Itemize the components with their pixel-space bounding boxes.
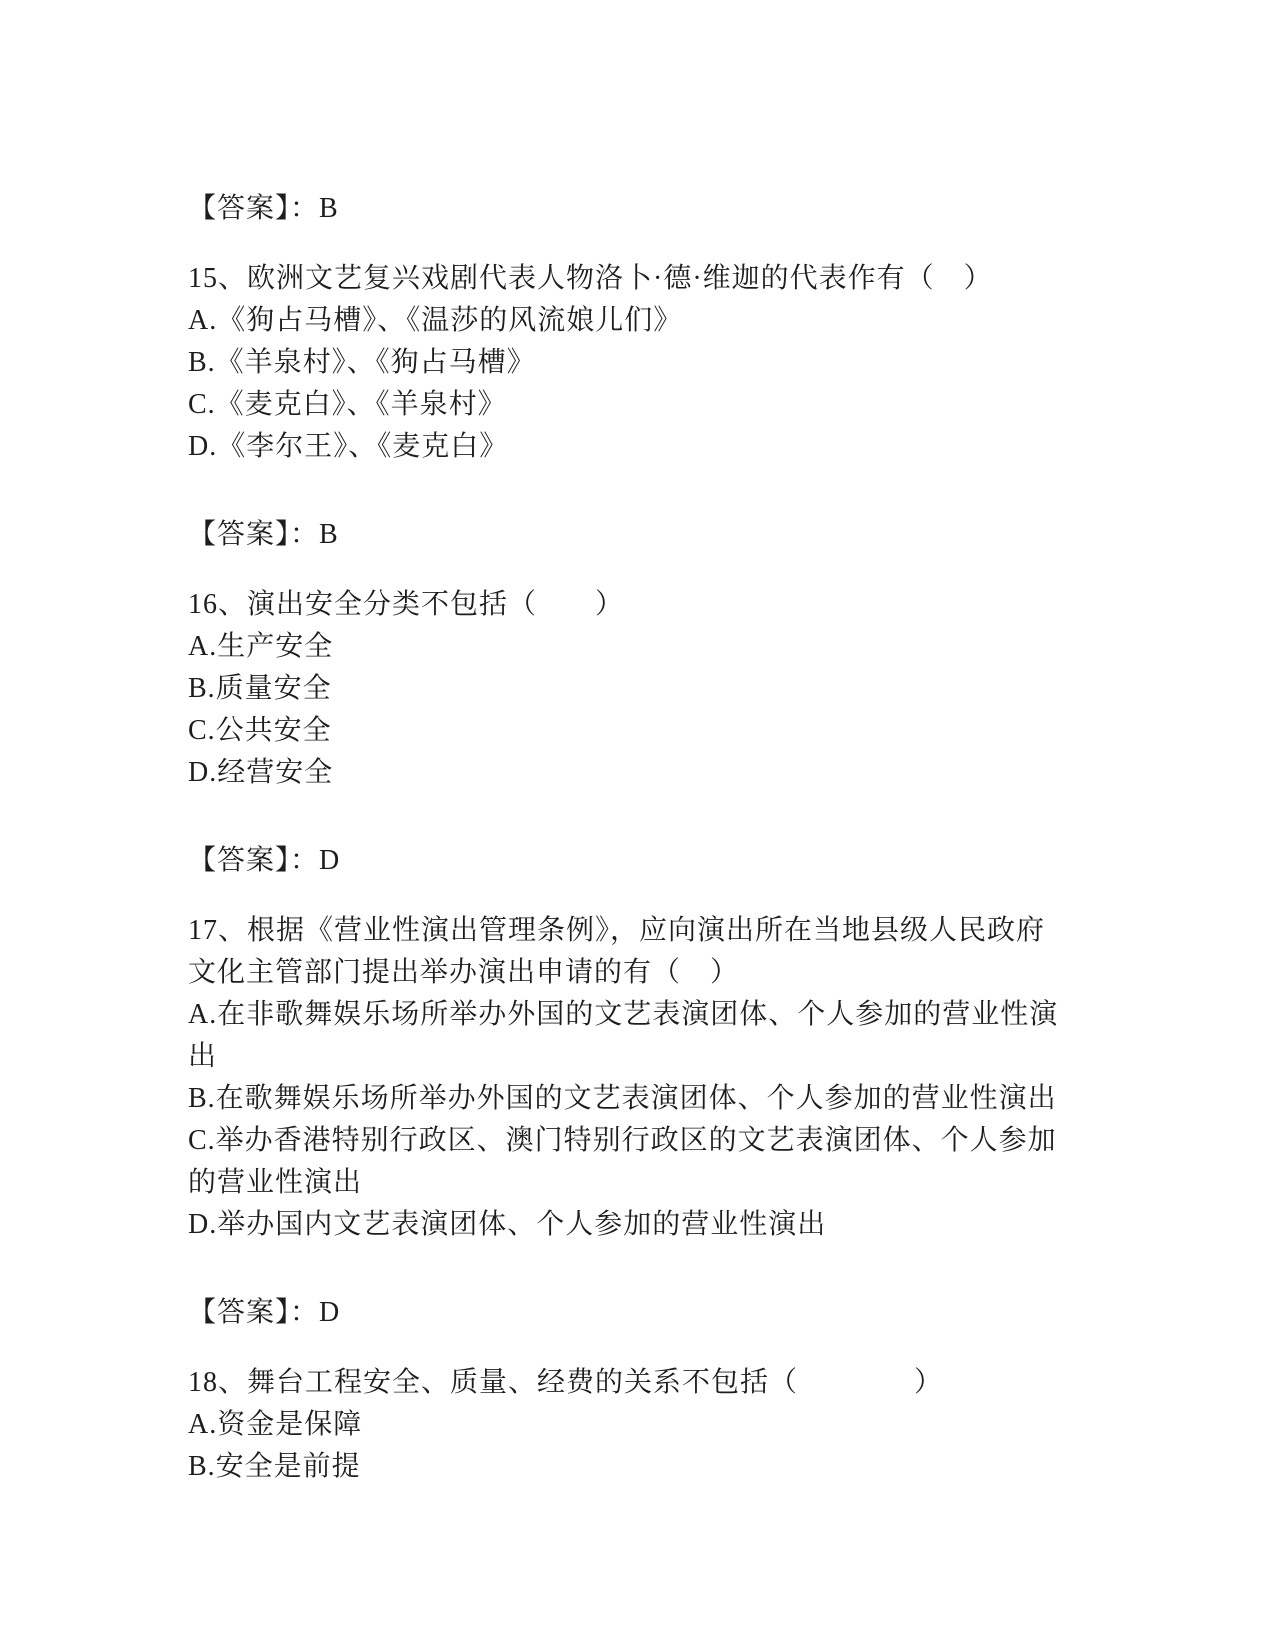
question-block-15 bbox=[188, 258, 1100, 468]
question-line: A.资金是保障 bbox=[188, 1409, 363, 1440]
question-line: B.安全是前提 bbox=[188, 1451, 361, 1482]
answer-block bbox=[188, 514, 1100, 556]
question-line: D.举办国内文艺表演团体、个人参加的营业性演出 bbox=[188, 1209, 827, 1240]
question-line: C.《麦克白》、《羊泉村》 bbox=[188, 389, 507, 420]
question-line: C.举办香港特别行政区、澳门特别行政区的文艺表演团体、个人参加 bbox=[188, 1125, 1057, 1156]
answer-block bbox=[188, 1292, 1100, 1334]
question-line: D.《李尔王》、《麦克白》 bbox=[188, 431, 509, 462]
question-block-18 bbox=[188, 1362, 1100, 1488]
question-line: B.《羊泉村》、《狗占马槽》 bbox=[188, 347, 536, 378]
question-line: C.公共安全 bbox=[188, 715, 332, 746]
question-line: 的营业性演出 bbox=[188, 1167, 363, 1198]
question-line: 17、根据《营业性演出管理条例》，应向演出所在当地县级人民政府 bbox=[188, 915, 1046, 946]
answer-line: 【答案】：B bbox=[188, 519, 339, 550]
answer-block bbox=[188, 188, 1100, 230]
question-line: A.《狗占马槽》、《温莎的风流娘儿们》 bbox=[188, 305, 683, 336]
question-line: A.生产安全 bbox=[188, 631, 334, 662]
question-line: B.在歌舞娱乐场所举办外国的文艺表演团体、个人参加的营业性演出 bbox=[188, 1083, 1057, 1114]
answer-line: 【答案】：D bbox=[188, 1297, 341, 1328]
answer-block bbox=[188, 840, 1100, 882]
question-line: 文化主管部门提出举办演出申请的有（ ） bbox=[188, 957, 740, 988]
answer-line: 【答案】：D bbox=[188, 845, 341, 876]
question-line: 15、欧洲文艺复兴戏剧代表人物洛卜·德·维迦的代表作有（ ） bbox=[188, 263, 993, 294]
question-line: 出 bbox=[188, 1041, 218, 1072]
question-block-16 bbox=[188, 584, 1100, 794]
question-line: 18、舞台工程安全、质量、经费的关系不包括（ ） bbox=[188, 1367, 944, 1398]
question-block-17 bbox=[188, 910, 1100, 1246]
answer-line: 【答案】：B bbox=[188, 193, 339, 224]
question-line: 16、演出安全分类不包括（ ） bbox=[188, 589, 625, 620]
question-line: A.在非歌舞娱乐场所举办外国的文艺表演团体、个人参加的营业性演 bbox=[188, 999, 1059, 1030]
question-line: B.质量安全 bbox=[188, 673, 332, 704]
question-line: D.经营安全 bbox=[188, 757, 334, 788]
